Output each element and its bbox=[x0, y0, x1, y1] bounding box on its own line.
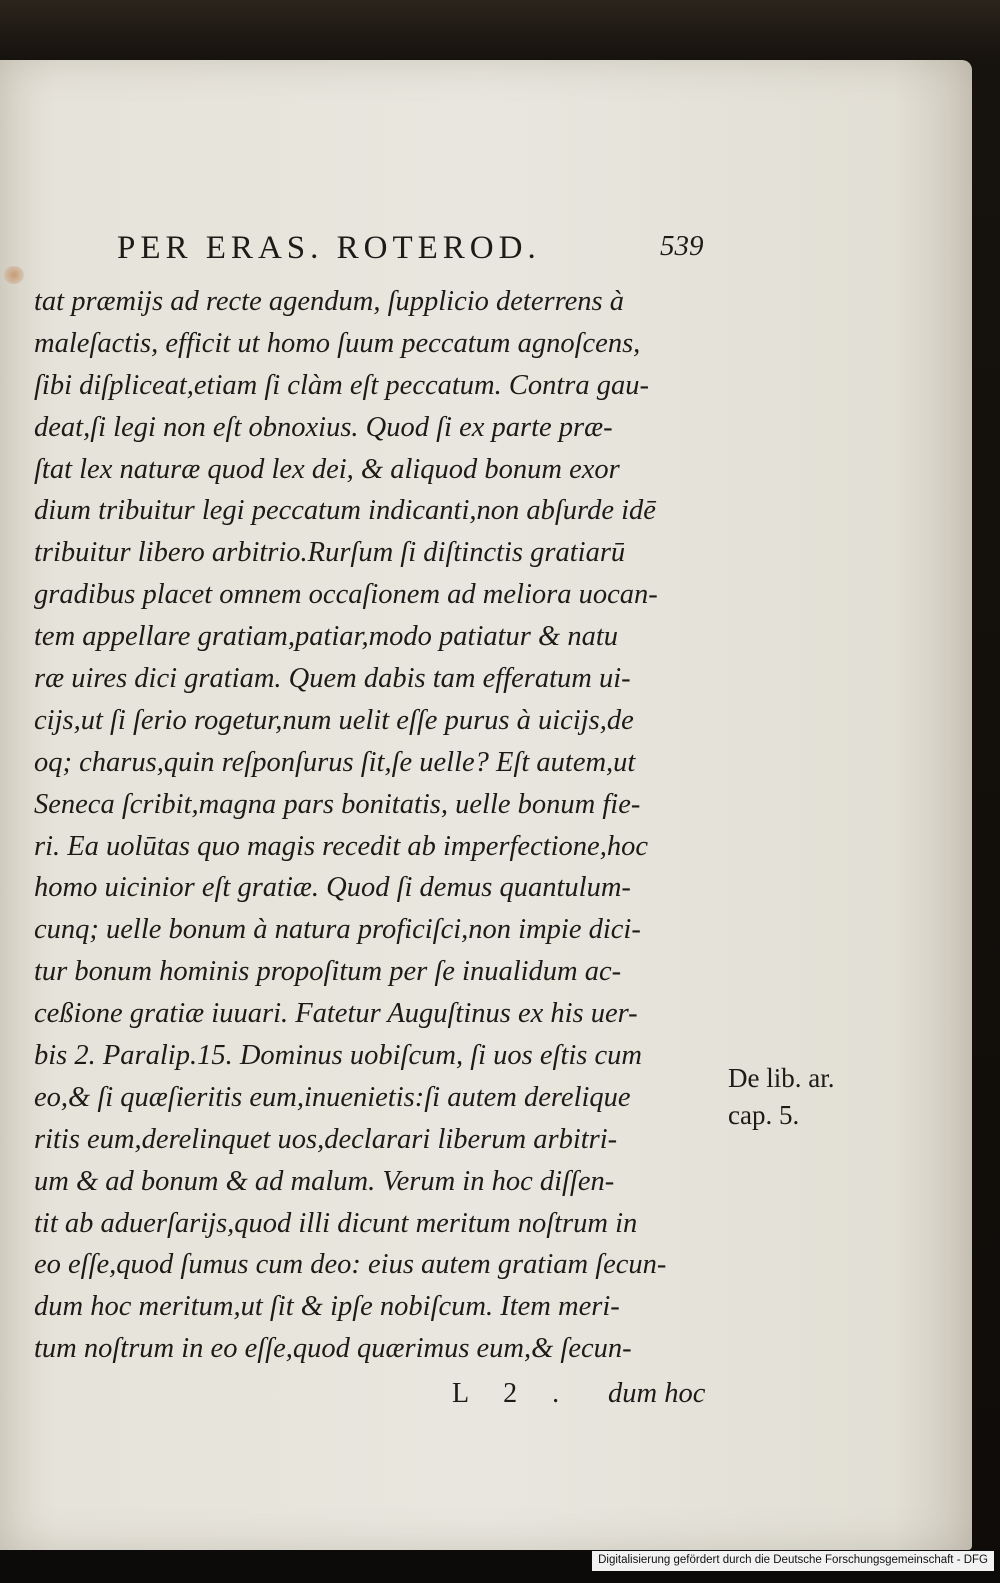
text-line: Seneca ſcribit,magna pars bonitatis, uelle bonum fie- bbox=[34, 788, 641, 820]
text-line: tribuitur libero arbitrio.Rurſum ſi diſtinctis gratiarū bbox=[34, 537, 626, 569]
text-line: cijs,ut ſi ſerio rogetur,num uelit eſſe purus à uicijs,de bbox=[34, 704, 634, 736]
marginal-note-line: cap. 5. bbox=[728, 1100, 800, 1130]
text-line: bis 2. Paralip.15. Dominus uobiſcum, ſi uos eſtis cum bbox=[34, 1040, 642, 1072]
text-line: maleſactis, efficit ut homo ſuum peccatum agnoſcens, bbox=[34, 327, 641, 359]
digitization-credit: Digitalisierung gefördert durch die Deutsche Forschungsgemeinschaft - DFG bbox=[592, 1551, 994, 1571]
text-line: eo eſſe,quod ſumus cum deo: eius autem gratiam ſecun- bbox=[34, 1249, 667, 1281]
text-line: homo uicinior eſt gratiæ. Quod ſi demus quantulum- bbox=[34, 872, 631, 904]
ink-stain bbox=[4, 266, 24, 284]
text-line: tur bonum hominis propoſitum per ſe inualidum ac- bbox=[34, 956, 622, 988]
catchword: dum hoc bbox=[608, 1378, 706, 1409]
text-line: cunq; uelle bonum à natura proficiſci,non impie dici- bbox=[34, 914, 641, 946]
text-line: eo,& ſi quæſieritis eum,inuenietis:ſi autem derelique bbox=[34, 1081, 631, 1113]
text-line: um & ad bonum & ad malum. Verum in hoc diſſen- bbox=[34, 1165, 615, 1197]
text-line: ri. Ea uolūtas quo magis recedit ab imperfectione,hoc bbox=[34, 830, 648, 862]
marginal-note bbox=[728, 1060, 878, 1134]
text-line: gradibus placet omnem occaſionem ad meliora uocan- bbox=[34, 579, 658, 611]
body-text bbox=[34, 281, 734, 1370]
running-title: PER ERAS. ROTEROD. bbox=[117, 230, 541, 266]
marginal-note-line: De lib. ar. bbox=[728, 1063, 835, 1093]
page-number: 539 bbox=[660, 230, 704, 262]
text-line: tit ab aduerſarijs,quod illi dicunt meritum noſtrum in bbox=[34, 1207, 638, 1239]
signature-mark: L 2 . bbox=[452, 1378, 574, 1409]
book-page bbox=[0, 60, 972, 1550]
text-line: tem appellare gratiam,patiar,modo patiatur & natu bbox=[34, 621, 618, 653]
text-line: dium tribuitur legi peccatum indicanti,non abſurde idē bbox=[34, 495, 656, 527]
text-line: ritis eum,derelinquet uos,declarari liberum arbitri- bbox=[34, 1123, 618, 1155]
text-line: ræ uires dici gratiam. Quem dabis tam efferatum ui- bbox=[34, 663, 631, 695]
text-line: ſtat lex naturæ quod lex dei, & aliquod bonum exor bbox=[34, 453, 620, 485]
text-line: ſibi diſpliceat,etiam ſi clàm eſt peccatum. Contra gau- bbox=[34, 369, 650, 401]
running-head bbox=[117, 230, 737, 274]
text-line: deat,ſi legi non eſt obnoxius. Quod ſi ex parte præ- bbox=[34, 411, 613, 443]
text-line: ceßione gratiæ iuuari. Fatetur Auguſtinus ex his uer- bbox=[34, 998, 638, 1030]
text-line: oq; charus,quin reſponſurus ſit,ſe uelle? Eſt autem,ut bbox=[34, 746, 636, 778]
text-line: tat præmijs ad recte agendum, ſupplicio deterrens à bbox=[34, 286, 624, 317]
text-line: dum hoc meritum,ut ſit & ipſe nobiſcum. Item meri- bbox=[34, 1291, 620, 1323]
text-line: tum noſtrum in eo eſſe,quod quærimus eum,& ſecun- bbox=[34, 1333, 632, 1365]
